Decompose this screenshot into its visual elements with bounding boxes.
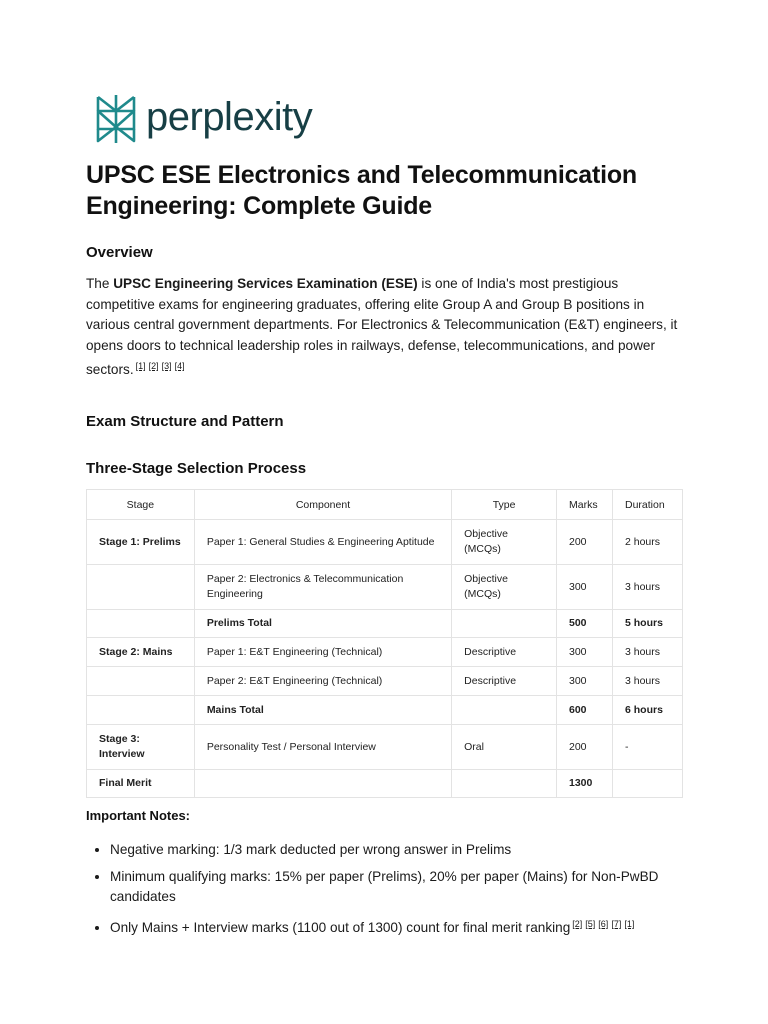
list-item	[110, 914, 710, 938]
table-cell	[87, 565, 195, 610]
table-cell: Paper 2: E&T Engineering (Technical)	[194, 667, 451, 696]
table-cell: Stage 3: Interview	[87, 725, 195, 770]
selection-process-table	[86, 489, 683, 798]
notes-list	[86, 840, 710, 945]
table-cell: Personality Test / Personal Interview	[194, 725, 451, 770]
table-cell: 2 hours	[612, 520, 682, 565]
table-cell: 5 hours	[612, 610, 682, 638]
citation-link[interactable]: [3]	[161, 361, 172, 371]
table-cell: 3 hours	[612, 638, 682, 667]
table-row	[87, 770, 683, 798]
table-cell: Mains Total	[194, 696, 451, 725]
citation-link[interactable]: [4]	[174, 361, 185, 371]
table-cell: Paper 1: General Studies & Engineering Aptitude	[194, 520, 451, 565]
table-cell: 3 hours	[612, 667, 682, 696]
column-header: Type	[452, 490, 557, 520]
list-item	[110, 867, 710, 907]
process-heading: Three-Stage Selection Process	[86, 460, 307, 477]
table-cell: 300	[557, 667, 613, 696]
overview-text-post: is one of India's most prestigious competitive exams for engineering graduates, offering elite Group A and Group B positions in various central government departments. For Electronics & Telecommunication (E&T) engineers, it opens doors to technical leadership roles in railways, defense, telecommunications, and power sectors.	[86, 276, 678, 377]
table-cell: 600	[557, 696, 613, 725]
citation-link[interactable]: [1]	[135, 361, 146, 371]
table-cell: Objective (MCQs)	[452, 565, 557, 610]
table-cell	[87, 696, 195, 725]
table-cell: 3 hours	[612, 565, 682, 610]
notes-heading: Important Notes:	[86, 808, 190, 823]
column-header: Stage	[87, 490, 195, 520]
table-cell: 300	[557, 565, 613, 610]
table-cell	[87, 667, 195, 696]
list-item	[110, 840, 710, 860]
table-cell	[194, 770, 451, 798]
table-cell: Paper 1: E&T Engineering (Technical)	[194, 638, 451, 667]
table-cell: Final Merit	[87, 770, 195, 798]
table-row	[87, 565, 683, 610]
overview-citations	[136, 361, 188, 371]
table-cell: Descriptive	[452, 638, 557, 667]
table-cell: 1300	[557, 770, 613, 798]
note-citations	[572, 919, 637, 929]
column-header: Marks	[557, 490, 613, 520]
perplexity-logo[interactable]	[94, 93, 312, 145]
table-row	[87, 520, 683, 565]
overview-text-bold: UPSC Engineering Services Examination (ESE)	[113, 276, 418, 291]
page-title: UPSC ESE Electronics and Telecommunication Engineering: Complete Guide	[86, 161, 637, 220]
table-row	[87, 610, 683, 638]
note-text: Minimum qualifying marks: 15% per paper (Prelims), 20% per paper (Mains) for Non-PwBD candidates	[110, 869, 659, 904]
table-row	[87, 638, 683, 667]
table-cell	[612, 770, 682, 798]
citation-link[interactable]: [2]	[572, 919, 583, 929]
column-header: Component	[194, 490, 451, 520]
table-row	[87, 667, 683, 696]
citation-link[interactable]: [2]	[148, 361, 159, 371]
table-header-row	[87, 490, 683, 520]
table-cell: 6 hours	[612, 696, 682, 725]
overview-heading: Overview	[86, 244, 153, 261]
table-cell: Stage 2: Mains	[87, 638, 195, 667]
overview-text-pre: The	[86, 276, 114, 291]
note-text: Negative marking: 1/3 mark deducted per wrong answer in Prelims	[110, 842, 512, 857]
table-cell	[452, 610, 557, 638]
table-cell	[452, 696, 557, 725]
table-cell: 300	[557, 638, 613, 667]
citation-link[interactable]: [6]	[598, 919, 609, 929]
table-cell	[87, 610, 195, 638]
table-cell: Objective (MCQs)	[452, 520, 557, 565]
table-cell: 500	[557, 610, 613, 638]
citation-link[interactable]: [1]	[624, 919, 635, 929]
table-cell: Descriptive	[452, 667, 557, 696]
table-cell: Stage 1: Prelims	[87, 520, 195, 565]
perplexity-mark-icon	[94, 93, 138, 145]
brand-wordmark: perplexity	[146, 95, 313, 139]
citation-link[interactable]: [7]	[611, 919, 622, 929]
table-cell: -	[612, 725, 682, 770]
overview-paragraph	[86, 274, 686, 381]
table-row	[87, 696, 683, 725]
table-cell: Prelims Total	[194, 610, 451, 638]
table-cell: Oral	[452, 725, 557, 770]
citation-link[interactable]: [5]	[585, 919, 596, 929]
column-header: Duration	[612, 490, 682, 520]
note-text: Only Mains + Interview marks (1100 out of 1300) count for final merit ranking	[110, 920, 571, 935]
table-cell: Paper 2: Electronics & Telecommunication Engineering	[194, 565, 451, 610]
structure-heading: Exam Structure and Pattern	[86, 413, 284, 430]
table-cell	[452, 770, 557, 798]
table-cell: 200	[557, 520, 613, 565]
table-cell: 200	[557, 725, 613, 770]
table-row	[87, 725, 683, 770]
